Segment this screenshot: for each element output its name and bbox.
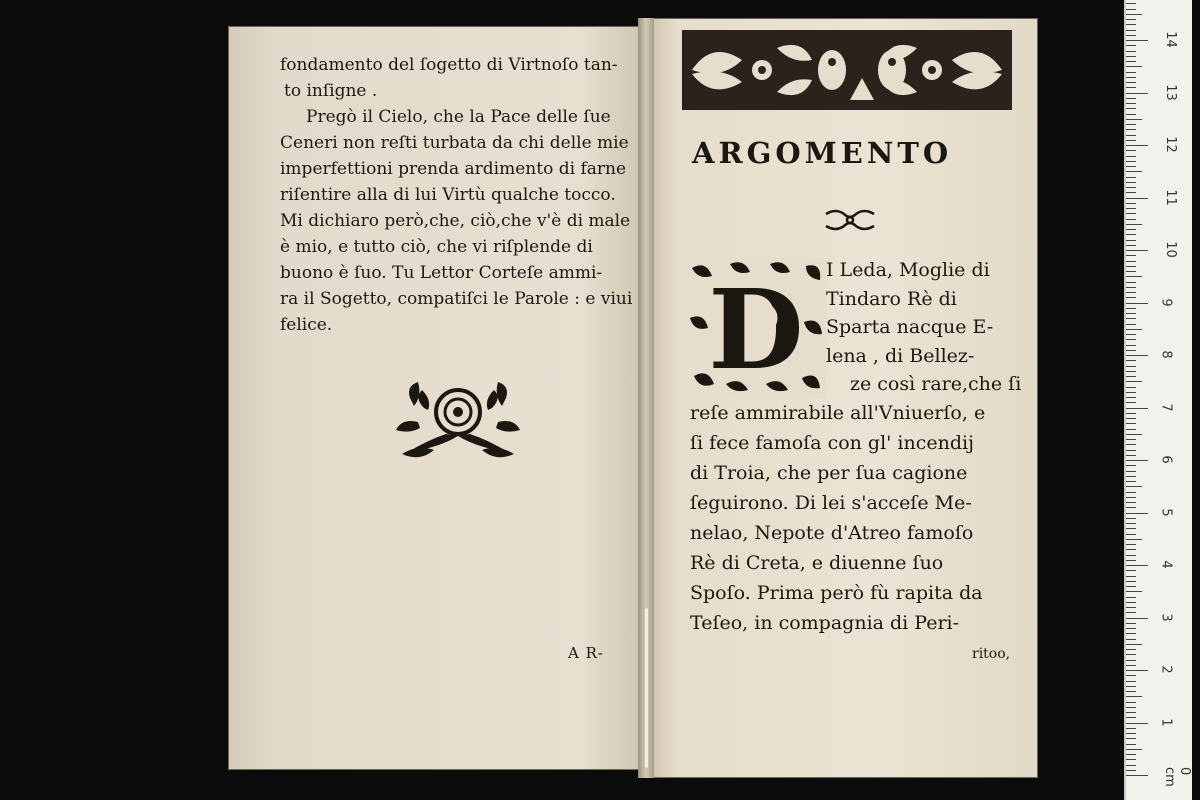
ruler-label: 12 bbox=[1162, 136, 1178, 153]
decorated-initial-d bbox=[686, 258, 826, 398]
ruler-tick bbox=[1126, 759, 1136, 760]
ruler-tick bbox=[1126, 681, 1136, 682]
ruler-tick bbox=[1126, 250, 1148, 251]
ruler-tick bbox=[1126, 135, 1136, 136]
ruler-tick bbox=[1126, 66, 1142, 67]
ruler-tick bbox=[1126, 240, 1136, 241]
ruler-tick bbox=[1126, 675, 1136, 676]
ruler-tick bbox=[1126, 539, 1142, 540]
ruler-tick bbox=[1126, 82, 1136, 83]
text-line: Mi dichiaro però,che, ciò,che v'è di male bbox=[280, 211, 631, 231]
ruler-tick bbox=[1126, 119, 1142, 120]
ruler-tick bbox=[1126, 203, 1136, 204]
ruler-tick bbox=[1126, 686, 1136, 687]
text-line: imperfettioni prenda ardimento di farne bbox=[280, 159, 627, 179]
ruler-tick bbox=[1126, 534, 1136, 535]
ruler-tick bbox=[1126, 329, 1142, 330]
text-line: ſi fece famoſa con gl' incendij bbox=[690, 432, 974, 454]
ruler-tick bbox=[1126, 744, 1136, 745]
ruler-tick bbox=[1126, 408, 1148, 409]
ruler-tick bbox=[1126, 660, 1136, 661]
ruler-tick bbox=[1126, 145, 1148, 146]
ruler-tick bbox=[1126, 30, 1136, 31]
ruler-tick bbox=[1126, 691, 1136, 692]
ruler-tick bbox=[1126, 523, 1136, 524]
ruler-label: 5 bbox=[1158, 507, 1174, 517]
text-line: ze così rare,che ſi bbox=[850, 373, 1022, 395]
ruler-tick bbox=[1126, 303, 1148, 304]
ruler-tick bbox=[1126, 728, 1136, 729]
ruler-tick bbox=[1126, 607, 1136, 608]
ruler-tick bbox=[1126, 129, 1136, 130]
ruler-tick bbox=[1126, 166, 1136, 167]
ruler-tick bbox=[1126, 502, 1136, 503]
ruler-label: 11 bbox=[1162, 188, 1178, 206]
ruler-tick bbox=[1126, 602, 1136, 603]
ruler-tick bbox=[1126, 549, 1136, 550]
left-page bbox=[228, 26, 643, 770]
binding-thread bbox=[645, 608, 648, 768]
ruler-tick bbox=[1126, 271, 1136, 272]
ruler-tick bbox=[1126, 3, 1136, 4]
text-line: buono è ſuo. Tu Lettor Corteſe ammi- bbox=[280, 263, 603, 283]
ruler-tick bbox=[1126, 654, 1136, 655]
ruler-tick bbox=[1126, 219, 1136, 220]
ruler-tick bbox=[1126, 738, 1136, 739]
ruler-tick bbox=[1126, 565, 1148, 566]
ruler-label: 7 bbox=[1158, 402, 1174, 412]
ruler-tick bbox=[1126, 308, 1136, 309]
ruler-tick bbox=[1126, 177, 1136, 178]
ruler-tick bbox=[1126, 45, 1136, 46]
ruler-tick bbox=[1126, 749, 1142, 750]
ruler-tick bbox=[1126, 581, 1136, 582]
ruler-tick bbox=[1126, 224, 1142, 225]
ruler-label: 0 cm bbox=[1162, 767, 1192, 787]
text-line: riſentire alla di lui Virtù qualche tocco. bbox=[280, 185, 616, 205]
text-line: Tindaro Rè di bbox=[826, 287, 957, 310]
ruler-tick bbox=[1126, 423, 1136, 424]
ruler-tick bbox=[1126, 465, 1136, 466]
ruler-tick bbox=[1126, 476, 1136, 477]
body-text bbox=[690, 398, 1020, 638]
ruler-tick bbox=[1126, 93, 1148, 94]
ruler-tick bbox=[1126, 255, 1136, 256]
ruler-tick bbox=[1126, 245, 1136, 246]
ruler-tick bbox=[1126, 287, 1136, 288]
ruler-tick bbox=[1126, 544, 1136, 545]
ruler-tick bbox=[1126, 481, 1136, 482]
ruler-tick bbox=[1126, 35, 1136, 36]
text-line: lena , di Bellez- bbox=[826, 344, 975, 367]
ruler-label: 2 bbox=[1158, 665, 1174, 674]
ruler-tick bbox=[1126, 576, 1136, 577]
ruler-tick bbox=[1126, 397, 1136, 398]
ruler-tick bbox=[1126, 292, 1136, 293]
ruler-tick bbox=[1126, 355, 1148, 356]
text-line: Rè di Creta, e diuenne ſuo bbox=[690, 552, 944, 574]
ruler-tick bbox=[1126, 528, 1136, 529]
ruler-tick bbox=[1126, 560, 1136, 561]
text-line: di Troia, che per ſua cagione bbox=[690, 462, 968, 484]
ruler-tick bbox=[1126, 618, 1148, 619]
ruler-tick bbox=[1126, 360, 1136, 361]
ruler-tick bbox=[1126, 597, 1136, 598]
ruler-tick bbox=[1126, 570, 1136, 571]
ruler-tick bbox=[1126, 717, 1136, 718]
ruler-tick bbox=[1126, 696, 1142, 697]
ruler-tick bbox=[1126, 103, 1136, 104]
text-line: Pregò il Cielo, che la Pace delle ſue bbox=[306, 107, 611, 127]
ruler-tick bbox=[1126, 171, 1142, 172]
ruler-label: 4 bbox=[1158, 560, 1174, 569]
ruler-tick bbox=[1126, 350, 1136, 351]
ruler-tick bbox=[1126, 198, 1148, 199]
ruler-label: 9 bbox=[1158, 297, 1174, 307]
ruler-tick bbox=[1126, 208, 1136, 209]
text-line: Spoſo. Prima però fù rapita da bbox=[690, 582, 983, 604]
ruler-tick bbox=[1126, 19, 1136, 20]
ruler-tick bbox=[1126, 182, 1136, 183]
text-line: Teſeo, in compagnia di Peri- bbox=[690, 612, 960, 634]
ruler-tick bbox=[1126, 555, 1136, 556]
ruler-tick bbox=[1126, 518, 1136, 519]
ruler-tick bbox=[1126, 402, 1136, 403]
ruler-label: 10 bbox=[1162, 241, 1178, 258]
ruler-tick bbox=[1126, 707, 1136, 708]
dropcap-letter: D bbox=[708, 265, 804, 394]
text-line: fondamento del ſogetto di Virtnoſo tan- bbox=[280, 55, 618, 75]
ruler-tick bbox=[1126, 339, 1136, 340]
ruler-tick bbox=[1126, 392, 1136, 393]
ruler-tick bbox=[1126, 612, 1136, 613]
ruler-tick bbox=[1126, 297, 1136, 298]
ruler-tick bbox=[1126, 313, 1136, 314]
ruler-tick bbox=[1126, 455, 1136, 456]
dropcap-text bbox=[826, 256, 1022, 399]
ruler-tick bbox=[1126, 140, 1136, 141]
ruler-tick bbox=[1126, 754, 1136, 755]
ruler-tick bbox=[1126, 586, 1136, 587]
woodcut-headpiece-ornament bbox=[682, 30, 1012, 110]
right-page bbox=[646, 18, 1038, 778]
ruler-tick bbox=[1126, 266, 1136, 267]
text-line: felice. bbox=[280, 315, 333, 335]
ruler-tick bbox=[1126, 429, 1136, 430]
ruler-tick bbox=[1126, 413, 1136, 414]
ruler-tick bbox=[1126, 187, 1136, 188]
ruler-tick bbox=[1126, 665, 1136, 666]
ruler-tick bbox=[1126, 765, 1136, 766]
ruler-tick bbox=[1126, 108, 1136, 109]
ruler-tick bbox=[1126, 61, 1136, 62]
ruler-tick bbox=[1126, 334, 1136, 335]
ruler-tick bbox=[1126, 234, 1136, 235]
ruler-tick bbox=[1126, 486, 1142, 487]
ruler-tick bbox=[1126, 450, 1136, 451]
ruler-tick bbox=[1126, 161, 1136, 162]
ruler-tick bbox=[1126, 376, 1136, 377]
ruler-tick bbox=[1126, 733, 1136, 734]
ruler-tick bbox=[1126, 9, 1136, 10]
ruler-tick bbox=[1126, 444, 1136, 445]
text-line: Sparta nacque E- bbox=[826, 316, 994, 338]
open-book bbox=[228, 18, 1038, 778]
page-title: ARGOMENTO bbox=[692, 136, 953, 170]
ruler-tick bbox=[1126, 628, 1136, 629]
ruler-tick bbox=[1126, 345, 1136, 346]
text-line: è mio, e tutto ciò, che vi riſplende di bbox=[280, 237, 593, 257]
ruler-tick bbox=[1126, 261, 1136, 262]
ruler-tick bbox=[1126, 770, 1136, 771]
ruler-label: 3 bbox=[1158, 612, 1174, 622]
ruler-tick bbox=[1126, 507, 1136, 508]
ruler-tick bbox=[1126, 282, 1136, 283]
text-line: ra il Sogetto, compatiſci le Parole : e viui bbox=[280, 289, 633, 309]
ruler-tick bbox=[1126, 387, 1136, 388]
ruler-tick bbox=[1126, 24, 1136, 25]
ruler-tick bbox=[1126, 381, 1142, 382]
ruler-tick bbox=[1126, 723, 1148, 724]
text-line: nelao, Nepote d'Atreo famoſo bbox=[690, 522, 974, 544]
ruler-tick bbox=[1126, 77, 1136, 78]
ruler-tick bbox=[1126, 72, 1136, 73]
ruler-tick bbox=[1126, 670, 1148, 671]
ruler-tick bbox=[1126, 56, 1136, 57]
ruler-tick bbox=[1126, 639, 1136, 640]
ruler-tick bbox=[1126, 591, 1142, 592]
ruler-tick bbox=[1126, 87, 1136, 88]
ruler-tick bbox=[1126, 633, 1136, 634]
left-catchword: A R- bbox=[568, 644, 604, 662]
text-line: Ceneri non reſti turbata da chi delle mie bbox=[280, 133, 629, 153]
ruler-tick bbox=[1126, 192, 1136, 193]
text-line: ſeguirono. Di lei s'acceſe Me- bbox=[690, 492, 972, 514]
ruler-tick bbox=[1126, 150, 1136, 151]
ruler-tick bbox=[1126, 460, 1148, 461]
ruler-tick bbox=[1126, 324, 1136, 325]
rose-fleuron-ornament bbox=[388, 378, 528, 464]
ruler-tick bbox=[1126, 418, 1136, 419]
ruler-tick bbox=[1126, 14, 1142, 15]
ruler-tick bbox=[1126, 213, 1136, 214]
ruler-label: 13 bbox=[1162, 83, 1178, 101]
ruler-tick bbox=[1126, 623, 1136, 624]
measurement-ruler bbox=[1124, 0, 1192, 800]
ruler-tick bbox=[1126, 492, 1136, 493]
ruler-tick bbox=[1126, 124, 1136, 125]
ruler-tick bbox=[1126, 471, 1136, 472]
ruler-tick bbox=[1126, 775, 1148, 776]
ruler-label: 8 bbox=[1158, 350, 1174, 359]
text-line: reſe ammirabile all'Vniuerſo, e bbox=[690, 402, 986, 424]
right-catchword: ritoo, bbox=[972, 646, 1011, 662]
text-line: to inſigne . bbox=[284, 81, 378, 101]
ruler-tick bbox=[1126, 51, 1136, 52]
ruler-tick bbox=[1126, 644, 1142, 645]
ruler-tick bbox=[1126, 276, 1142, 277]
ruler-label: 6 bbox=[1158, 455, 1174, 464]
ruler-tick bbox=[1126, 229, 1136, 230]
ruler-tick bbox=[1126, 156, 1136, 157]
ruler-tick bbox=[1126, 98, 1136, 99]
ruler-tick bbox=[1126, 114, 1136, 115]
ruler-tick bbox=[1126, 649, 1136, 650]
ruler-tick bbox=[1126, 318, 1136, 319]
ruler-tick bbox=[1126, 702, 1136, 703]
scroll-ornament bbox=[822, 206, 878, 234]
ruler-tick bbox=[1126, 40, 1148, 41]
ruler-label: 14 bbox=[1162, 31, 1178, 48]
ruler-tick bbox=[1126, 497, 1136, 498]
ruler-tick bbox=[1126, 712, 1136, 713]
left-page-text bbox=[280, 52, 633, 338]
ruler-label: 1 bbox=[1158, 717, 1174, 727]
ruler-tick bbox=[1126, 513, 1148, 514]
ruler-tick bbox=[1126, 371, 1136, 372]
text-line: I Leda, Moglie di bbox=[826, 259, 990, 281]
ruler-tick bbox=[1126, 439, 1136, 440]
ruler-tick bbox=[1126, 434, 1142, 435]
ruler-tick bbox=[1126, 366, 1136, 367]
